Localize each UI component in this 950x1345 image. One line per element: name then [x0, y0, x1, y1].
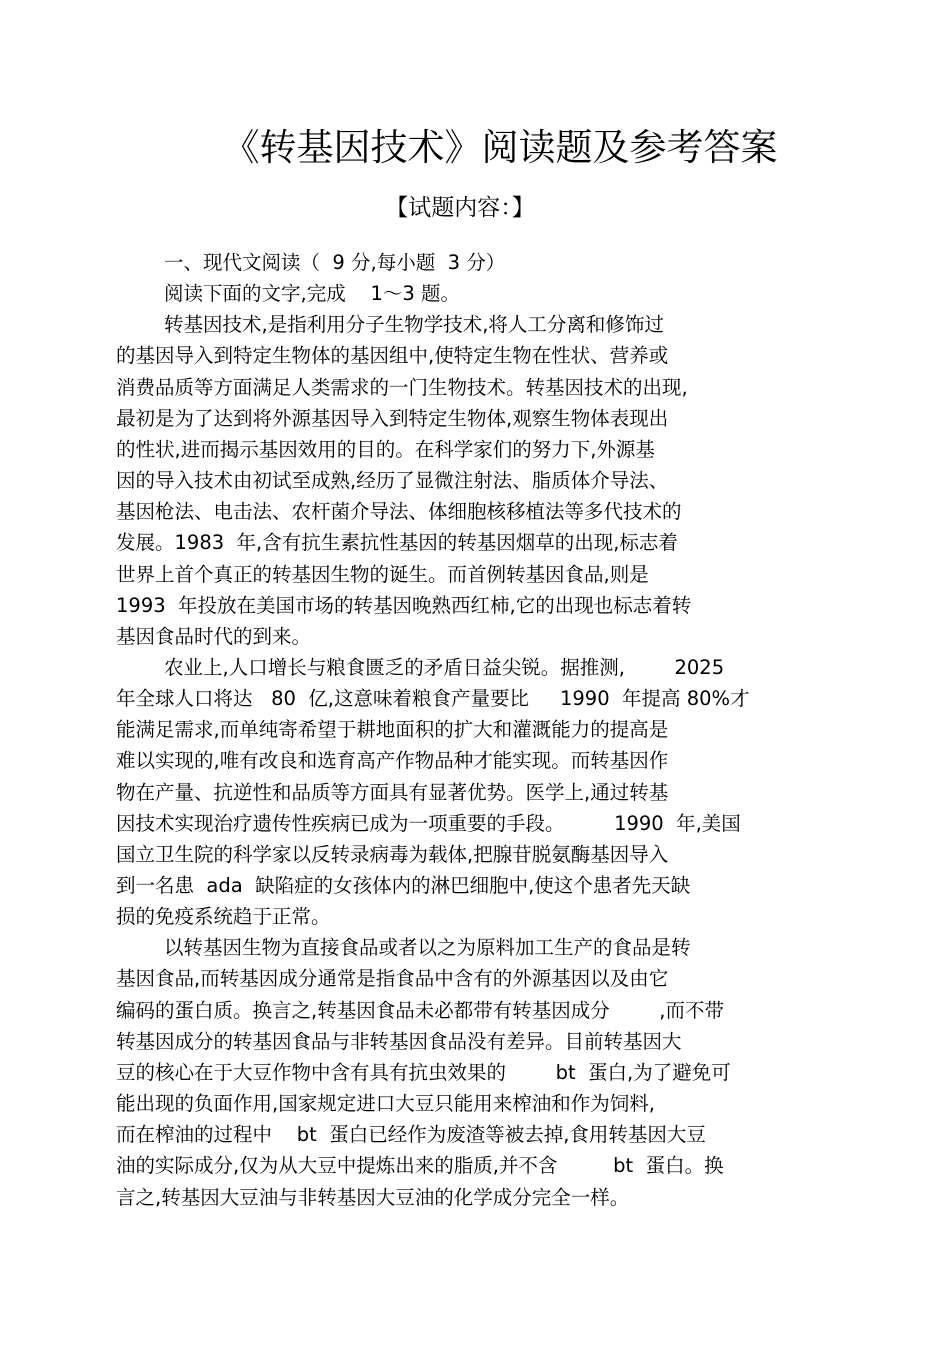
- paragraph-line: 物在产量、抗逆性和品质等方面具有显著优势。医学上,通过转基: [116, 780, 669, 804]
- document-subtitle: 【试题内容：】: [385, 195, 535, 221]
- paragraph-line: 转基因成分的转基因食品与非转基因食品没有差异。目前转基因大: [116, 1029, 682, 1053]
- paragraph-line: 难以实现的,唯有改良和选育高产作物品种才能实现。而转基因作: [116, 749, 669, 773]
- paragraph-line: 国立卫生院的科学家以反转录病毒为载体,把腺苷脱氨酶基因导入: [116, 842, 669, 866]
- paragraph-line: 发展。1983 年,含有抗生素抗性基因的转基因烟草的出现,标志着: [116, 531, 678, 555]
- document-title: 《转基因技术》阅读题及参考答案: [222, 126, 778, 169]
- paragraph-line: 的性状,进而揭示基因效用的目的。在科学家们的努力下,外源基: [116, 437, 655, 461]
- paragraph-line: 能满足需求,而单纯寄希望于耕地面积的扩大和灌溉能力的提高是: [116, 718, 669, 742]
- paragraph-line: 世界上首个真正的转基因生物的诞生。而首例转基因食品,则是: [116, 562, 649, 586]
- paragraph-line: 到一名患 ada 缺陷症的女孩体内的淋巴细胞中,使这个患者先天缺: [116, 874, 691, 897]
- paragraph-line: 能出现的负面作用,国家规定进口大豆只能用来榨油和作为饲料,: [116, 1092, 655, 1116]
- paragraph-line: 转基因技术,是指利用分子生物学技术,将人工分离和修饰过: [164, 313, 664, 337]
- paragraph-line: 豆的核心在于大豆作物中含有具有抗虫效果的 bt 蛋白,为了避免可: [116, 1060, 731, 1084]
- paragraph-line: 油的实际成分,仅为从大豆中提炼出来的脂质,并不含 bt 蛋白。换: [116, 1154, 724, 1178]
- paragraph-line: 基因枪法、电击法、农杆菌介导法、体细胞核移植法等多代技术的: [116, 500, 682, 524]
- paragraph-line: 基因食品,而转基因成分通常是指食品中含有的外源基因以及由它: [116, 967, 669, 991]
- paragraph-line: 编码的蛋白质。换言之,转基因食品未必都带有转基因成分 ,而不带: [116, 998, 724, 1022]
- paragraph-line: 基因食品时代的到来。: [116, 624, 312, 648]
- paragraph-line: 的基因导入到特定生物体的基因组中,使特定生物在性状、营养或: [116, 344, 669, 368]
- paragraph-line: 因技术实现治疗遗传性疾病已成为一项重要的手段。 1990 年,美国: [116, 811, 741, 835]
- paragraph-line: 损的免疫系统趋于正常。: [116, 905, 331, 929]
- paragraph-line: 1993 年投放在美国市场的转基因晚熟西红柿,它的出现也标志着转: [116, 593, 692, 617]
- paragraph-line: 农业上,人口增长与粮食匮乏的矛盾日益尖锐。据推测, 2025: [164, 655, 725, 679]
- paragraph-line: 一、现代文阅读（ 9 分,每小题 3 分）: [164, 251, 506, 274]
- paragraph-line: 年全球人口将达 80 亿,这意味着粮食产量要比 1990 年提高 80%才: [116, 687, 750, 711]
- paragraph-line: 而在榨油的过程中 bt 蛋白已经作为废渣等被去掉,食用转基因大豆: [116, 1123, 706, 1147]
- paragraph-line: 以转基因生物为直接食品或者以之为原料加工生产的食品是转: [164, 936, 691, 960]
- paragraph-line: 消费品质等方面满足人类需求的一门生物技术。转基因技术的出现,: [116, 375, 688, 399]
- paragraph-line: 因的导入技术由初试至成熟,经历了显微注射法、脂质体介导法、: [116, 469, 669, 493]
- paragraph-line: 最初是为了达到将外源基因导入到特定生物体,观察生物体表现出: [116, 406, 669, 430]
- paragraph-line: 阅读下面的文字,完成 1～3 题。: [164, 282, 461, 306]
- paragraph-line: 言之,转基因大豆油与非转基因大豆油的化学成分完全一样。: [116, 1185, 630, 1209]
